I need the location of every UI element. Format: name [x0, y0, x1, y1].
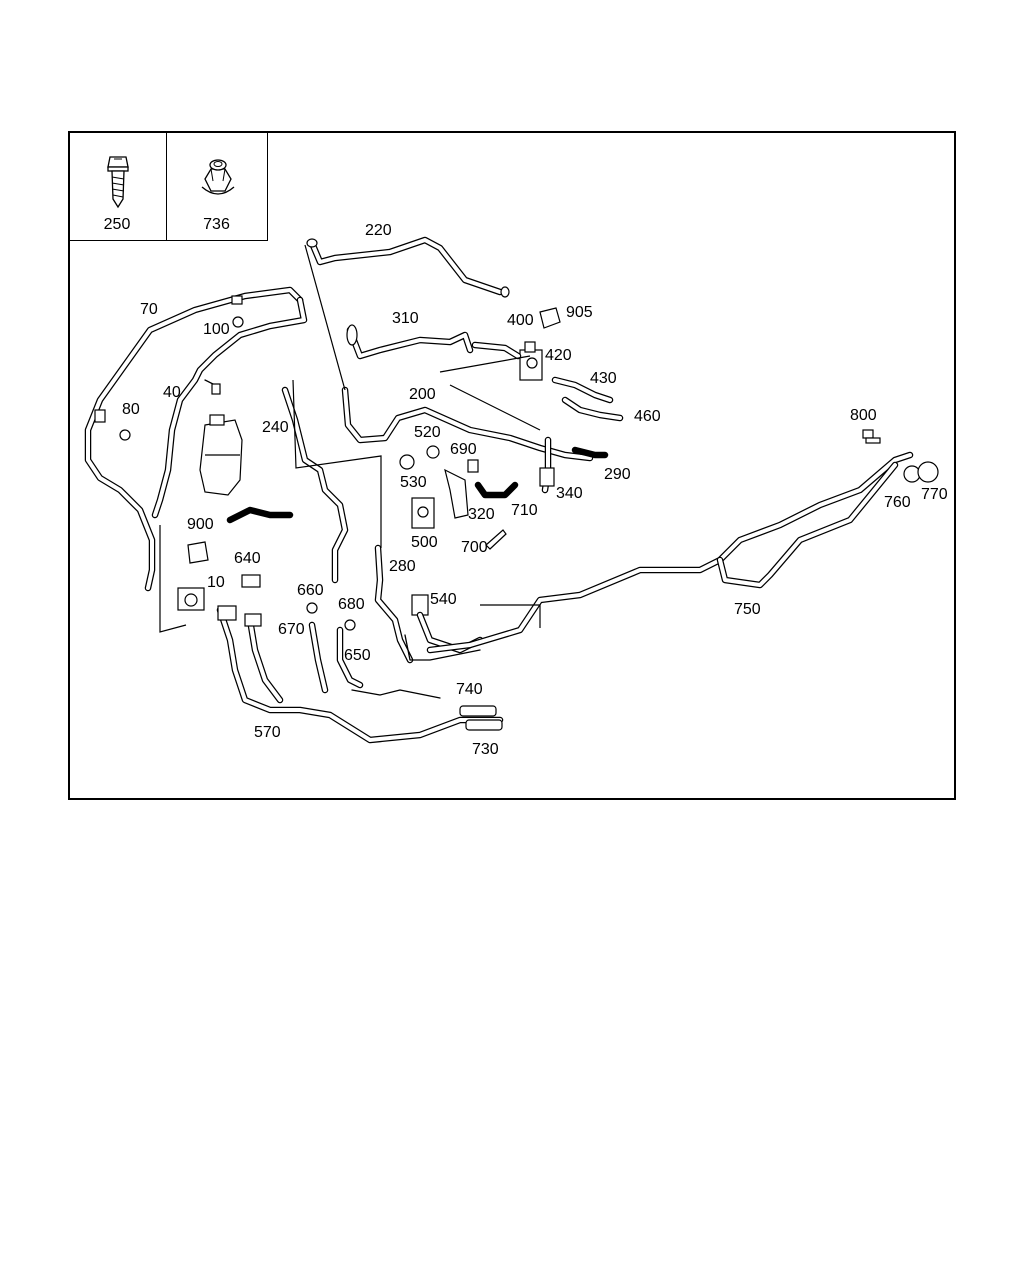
callout-650: 650 — [344, 647, 371, 664]
callout-750: 750 — [734, 601, 761, 618]
valve-500 — [412, 498, 434, 528]
part-690 — [468, 460, 478, 472]
legend-number-250: 250 — [103, 216, 131, 233]
part-660 — [307, 603, 317, 613]
callout-690: 690 — [450, 441, 477, 458]
callout-520: 520 — [414, 424, 441, 441]
callout-290: 290 — [604, 466, 631, 483]
callout-530: 530 — [400, 474, 427, 491]
callout-640: 640 — [234, 550, 261, 567]
pump-10 — [178, 588, 204, 610]
ring-770 — [918, 462, 938, 482]
callout-710: 710 — [511, 502, 538, 519]
callout-660: 660 — [297, 582, 324, 599]
valve-420 — [475, 342, 542, 380]
callout-770: 770 — [921, 486, 948, 503]
callout-400: 400 — [507, 312, 534, 329]
hose-740 — [460, 706, 496, 716]
coolant-reservoir — [200, 415, 242, 495]
legend-number-736: 736 — [203, 216, 230, 233]
hose-670 — [312, 625, 325, 690]
part-100 — [233, 317, 243, 327]
manifold-570 — [218, 606, 500, 740]
hose-710 — [478, 485, 515, 495]
callout-680: 680 — [338, 596, 365, 613]
callout-220: 220 — [365, 222, 392, 239]
part-520 — [427, 446, 439, 458]
callout-100: 100 — [203, 321, 230, 338]
callout-570: 570 — [254, 724, 281, 741]
part-905 — [540, 308, 560, 328]
hose-reservoir — [230, 510, 290, 520]
screw-800 — [863, 430, 880, 443]
part-80 — [120, 430, 130, 440]
callout-200: 200 — [409, 386, 436, 403]
callout-905: 905 — [566, 304, 593, 321]
part-680 — [345, 620, 355, 630]
pipe-310 — [347, 325, 470, 356]
wire-line — [352, 690, 440, 698]
part-640 — [242, 575, 260, 587]
bracket-320 — [445, 470, 468, 518]
clip-700 — [486, 530, 506, 549]
callout-10: 10 — [207, 574, 225, 591]
callout-900: 900 — [187, 516, 214, 533]
callout-80: 80 — [122, 401, 140, 418]
part-900 — [188, 542, 208, 563]
callout-740: 740 — [456, 681, 483, 698]
callout-40: 40 — [163, 384, 181, 401]
callout-280: 280 — [389, 558, 416, 575]
callout-340: 340 — [556, 485, 583, 502]
callout-800: 800 — [850, 407, 877, 424]
callout-460: 460 — [634, 408, 661, 425]
callout-670: 670 — [278, 621, 305, 638]
callout-430: 430 — [590, 370, 617, 387]
callout-70: 70 — [140, 301, 158, 318]
callout-320: 320 — [468, 506, 495, 523]
callout-730: 730 — [472, 741, 499, 758]
pipe-70 — [88, 290, 300, 588]
callout-310: 310 — [392, 310, 419, 327]
callout-760: 760 — [884, 494, 911, 511]
callout-240: 240 — [262, 419, 289, 436]
callout-700: 700 — [461, 539, 488, 556]
callout-420: 420 — [545, 347, 572, 364]
part-530 — [400, 455, 414, 469]
callout-540: 540 — [430, 591, 457, 608]
callout-500: 500 — [411, 534, 438, 551]
hose-290 — [575, 450, 605, 455]
pipe-220 — [307, 239, 509, 297]
hose-730 — [466, 720, 502, 730]
